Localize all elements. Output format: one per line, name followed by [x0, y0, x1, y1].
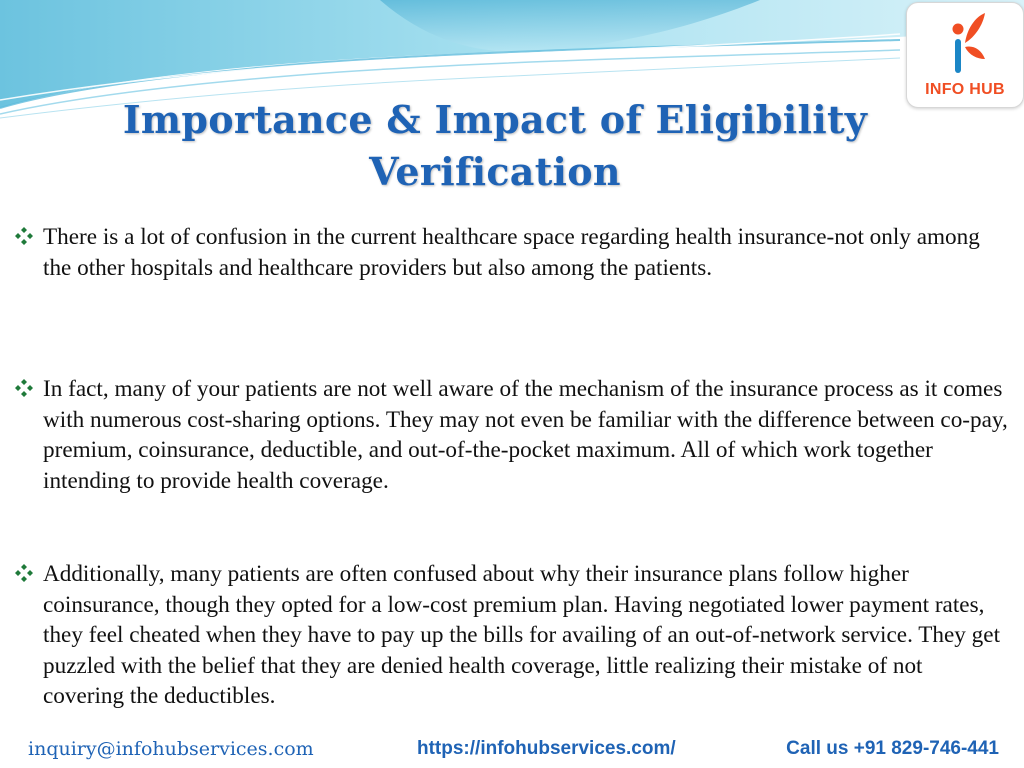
page-title [90, 94, 900, 198]
title-line-1: Importance & Impact of Eligibility [122, 97, 868, 142]
diamond-bullet-icon [14, 563, 34, 583]
footer-email-link[interactable]: inquiry@infohubservices.com [28, 738, 314, 760]
footer [0, 738, 1024, 768]
bullet-text: In fact, many of your patients are not well aware of the mechanism of the insurance process as it comes with numerous cost-sharing options. They may not even be familiar with the difference between co-pay, premium, coinsurance, deductible, and out-of-the-pocket maximum. All of which work together intending to provide health coverage. [43, 376, 1008, 494]
bullet-text: There is a lot of confusion in the current healthcare space regarding health insurance-not only among the other hospitals and healthcare providers but also among the patients. [43, 224, 980, 281]
title-line-2: Verification [369, 149, 621, 194]
logo-text: INFO HUB [925, 81, 1005, 98]
diamond-bullet-icon [14, 378, 34, 398]
footer-phone: Call us +91 829-746-441 [786, 738, 999, 759]
info-hub-logo [906, 2, 1024, 108]
info-hub-logo-icon [947, 9, 987, 79]
diamond-bullet-icon [14, 226, 34, 246]
footer-website-link[interactable]: https://infohubservices.com/ [417, 738, 676, 759]
bullet-text: Additionally, many patients are often confused about why their insurance plans follow higher coinsurance, though they opted for a low-cost premium plan. Having negotiated lower payment rates, they feel cheated when they have to pay up the bills for availing of an out-of-network service. They get puzzled with the belief that they are denied health coverage, little realizing their mistake of not covering the deductibles. [43, 561, 1001, 709]
